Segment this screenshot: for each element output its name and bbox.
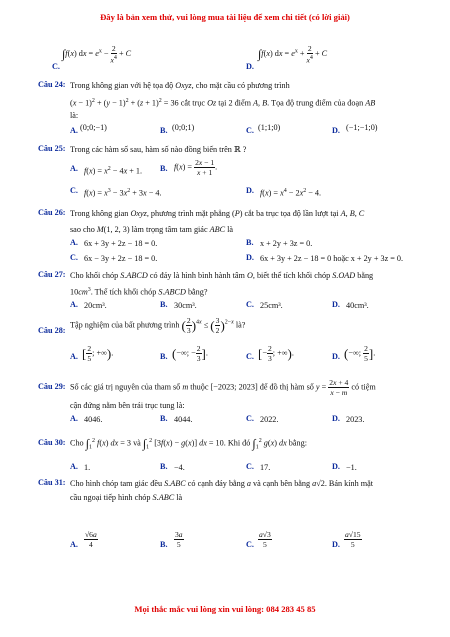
q28-option-c: [− $\frac{2}{3}$ ; +∞).: [258, 344, 294, 363]
q24-option-a-label: A.: [70, 126, 78, 135]
question-30-label: Câu 30:: [38, 438, 66, 447]
q28-option-d-label: D.: [332, 352, 340, 361]
question-26-line2: sao cho M(1, 2, 3) làm trọng tâm tam giác ABC là: [70, 225, 234, 234]
question-28-stem: Tập nghiệm của bất phương trình ( $\frac{2}{3}$ )$^{4x}$ ≤ ( $\frac{3}{2}$ )$^{2-x}$ là?: [70, 316, 246, 335]
q24-option-b-label: B.: [160, 126, 168, 135]
q29-option-d: 2023.: [346, 415, 365, 424]
question-24-line1: Trong không gian với hệ tọa độ Oxyz, cho mặt cầu có phương trình: [70, 81, 290, 90]
q27-option-a-label: A.: [70, 300, 78, 309]
question-27-label: Câu 27:: [38, 270, 66, 279]
q29-option-b: 4044.: [174, 415, 193, 424]
question-27-line1: Cho khối chóp S.ABCD có đáy là hình bình hành tâm O, biết thể tích khối chóp S.OAD bằng: [70, 271, 374, 280]
question-25-label: Câu 25:: [38, 144, 66, 153]
q28-option-b-label: B.: [160, 352, 168, 361]
question-31-line2: cầu ngoại tiếp hình chóp S.ABC là: [70, 493, 183, 502]
q25-option-b: f(x) = $\frac{2x - 1}{x + 1}$ .: [174, 158, 218, 177]
question-24-line2: $(x - 1)^2 + (y - 1)^2 + (z + 1)^2 = 36$ cắt trục Oz tại 2 điểm A, B. Tọa độ trung điểm của đoạn AB: [70, 98, 376, 108]
q23-option-c-label: C.: [52, 62, 60, 71]
q30-option-c: 17.: [260, 463, 271, 472]
q31-option-b-label: B.: [160, 540, 168, 549]
page-header-banner: Đây là bản xem thử, vui lòng mua tài liệu để xem chi tiết (có lời giải): [100, 12, 350, 22]
q29-option-a: 4046.: [84, 415, 103, 424]
q31-option-c: $\frac{a√3}{5}$: [259, 530, 271, 549]
q26-option-b: x + 2y + 3z = 0.: [260, 239, 313, 248]
q30-option-d-label: D.: [332, 462, 340, 471]
q31-option-c-label: C.: [246, 540, 254, 549]
question-27-line2: $10cm^3$. Thể tích khối chóp S.ABCD bằng?: [70, 287, 208, 297]
question-31-line1: Cho hình chóp tam giác đều S.ABC có cạnh đáy bằng a và cạnh bên bằng a√2. Bán kính mặt: [70, 479, 374, 488]
q27-option-c-label: C.: [246, 300, 254, 309]
q23-option-d: ∫f(x) dx = $e^x$ + $\frac{2}{x^4}$ + C: [258, 44, 328, 65]
q27-option-d: 40cm³.: [346, 301, 369, 310]
q24-option-a: (0;0;−1): [80, 123, 107, 132]
q30-option-b: −4.: [174, 463, 185, 472]
q27-option-d-label: D.: [332, 300, 340, 309]
q24-option-d-label: D.: [332, 126, 340, 135]
q25-option-a-label: A.: [70, 164, 78, 173]
q27-option-b: 30cm³.: [174, 301, 197, 310]
q26-option-d-label: D.: [246, 253, 254, 262]
q26-option-a-label: A.: [70, 238, 78, 247]
q28-option-b: (−∞; − $\frac{2}{3}$ ].: [172, 344, 208, 363]
q24-option-b: (0;0;1): [172, 123, 195, 132]
q26-option-c-label: C.: [70, 253, 78, 262]
q28-option-c-label: C.: [246, 352, 254, 361]
q29-option-a-label: A.: [70, 414, 78, 423]
q28-option-d: (−∞; $\frac{2}{5}$ ].: [344, 344, 376, 363]
q25-option-c: $f(x) = x^3 - 3x^2 + 3x - 4$.: [84, 188, 162, 198]
q29-option-c-label: C.: [246, 414, 254, 423]
question-30-stem: Cho $\int_1^2$ f(x) dx = 3 và $\int_1^2$ [3f(x) − g(x)] dx = 10. Khi đó $\int_1^2$ g(x) dx bằng:: [70, 436, 307, 451]
question-29-label: Câu 29:: [38, 382, 66, 391]
q30-option-a-label: A.: [70, 462, 78, 471]
q26-option-c: 6x − 3y + 2z − 18 = 0.: [84, 254, 158, 263]
q23-option-c: ∫f(x) dx = $e^x$ − $\frac{2}{x^4}$ + C: [62, 44, 132, 65]
question-29-line1: Số các giá trị nguyên của tham số m thuộc [−2023; 2023] để đồ thị hàm số y = $\frac{2x + 4}{x - m}$ có tiệm: [70, 378, 376, 397]
q26-option-b-label: B.: [246, 238, 254, 247]
question-24-line3: là:: [70, 111, 79, 120]
q30-option-b-label: B.: [160, 462, 168, 471]
q27-option-c: 25cm³.: [260, 301, 283, 310]
question-28-label: Câu 28:: [38, 326, 66, 335]
question-26-label: Câu 26:: [38, 208, 66, 217]
q30-option-d: −1.: [346, 463, 357, 472]
question-31-label: Câu 31:: [38, 478, 66, 487]
q26-option-d: 6x + 3y + 2z − 18 = 0 hoặc x + 2y + 3z = 0.: [260, 254, 404, 263]
question-25-stem: Trong các hàm số sau, hàm số nào đồng biến trên ℝ ?: [70, 145, 247, 154]
question-24-label: Câu 24:: [38, 80, 66, 89]
q31-option-a: $\frac{√6a}{4}$: [85, 530, 97, 549]
q31-option-a-label: A.: [70, 540, 78, 549]
q29-option-d-label: D.: [332, 414, 340, 423]
q27-option-a: 20cm³.: [84, 301, 107, 310]
question-29-line2: cận đứng nằm bên trái trục tung là:: [70, 401, 185, 410]
q23-option-d-label: D.: [246, 62, 254, 71]
q24-option-c: (1;1;0): [258, 123, 281, 132]
q24-option-d: (−1;−1;0): [346, 123, 378, 132]
q30-option-c-label: C.: [246, 462, 254, 471]
q25-option-d-label: D.: [246, 186, 254, 195]
q24-option-c-label: C.: [246, 126, 254, 135]
q29-option-c: 2022.: [260, 415, 279, 424]
q29-option-b-label: B.: [160, 414, 168, 423]
q28-option-a: [ $\frac{2}{5}$ ; +∞).: [82, 344, 114, 363]
q25-option-a: $f(x) = x^2 - 4x + 1$.: [84, 166, 143, 176]
q25-option-b-label: B.: [160, 164, 168, 173]
q25-option-d: $f(x) = x^4 - 2x^2 - 4$.: [260, 188, 322, 198]
q25-option-c-label: C.: [70, 186, 78, 195]
q27-option-b-label: B.: [160, 300, 168, 309]
page-footer-contact: Mọi thắc mắc vui lòng xin vui lòng: 084 283 45 85: [134, 604, 316, 614]
q31-option-d-label: D.: [332, 540, 340, 549]
q26-option-a: 6x + 3y + 2z − 18 = 0.: [84, 239, 158, 248]
q28-option-a-label: A.: [70, 352, 78, 361]
q30-option-a: 1.: [84, 463, 91, 472]
question-26-line1: Trong không gian Oxyz, phương trình mặt phẳng (P) cắt ba trục tọa độ lần lượt tại A, B, C: [70, 209, 365, 218]
q31-option-d: $\frac{a√15}{5}$: [345, 530, 361, 549]
q31-option-b: $\frac{3a}{5}$: [175, 530, 183, 549]
